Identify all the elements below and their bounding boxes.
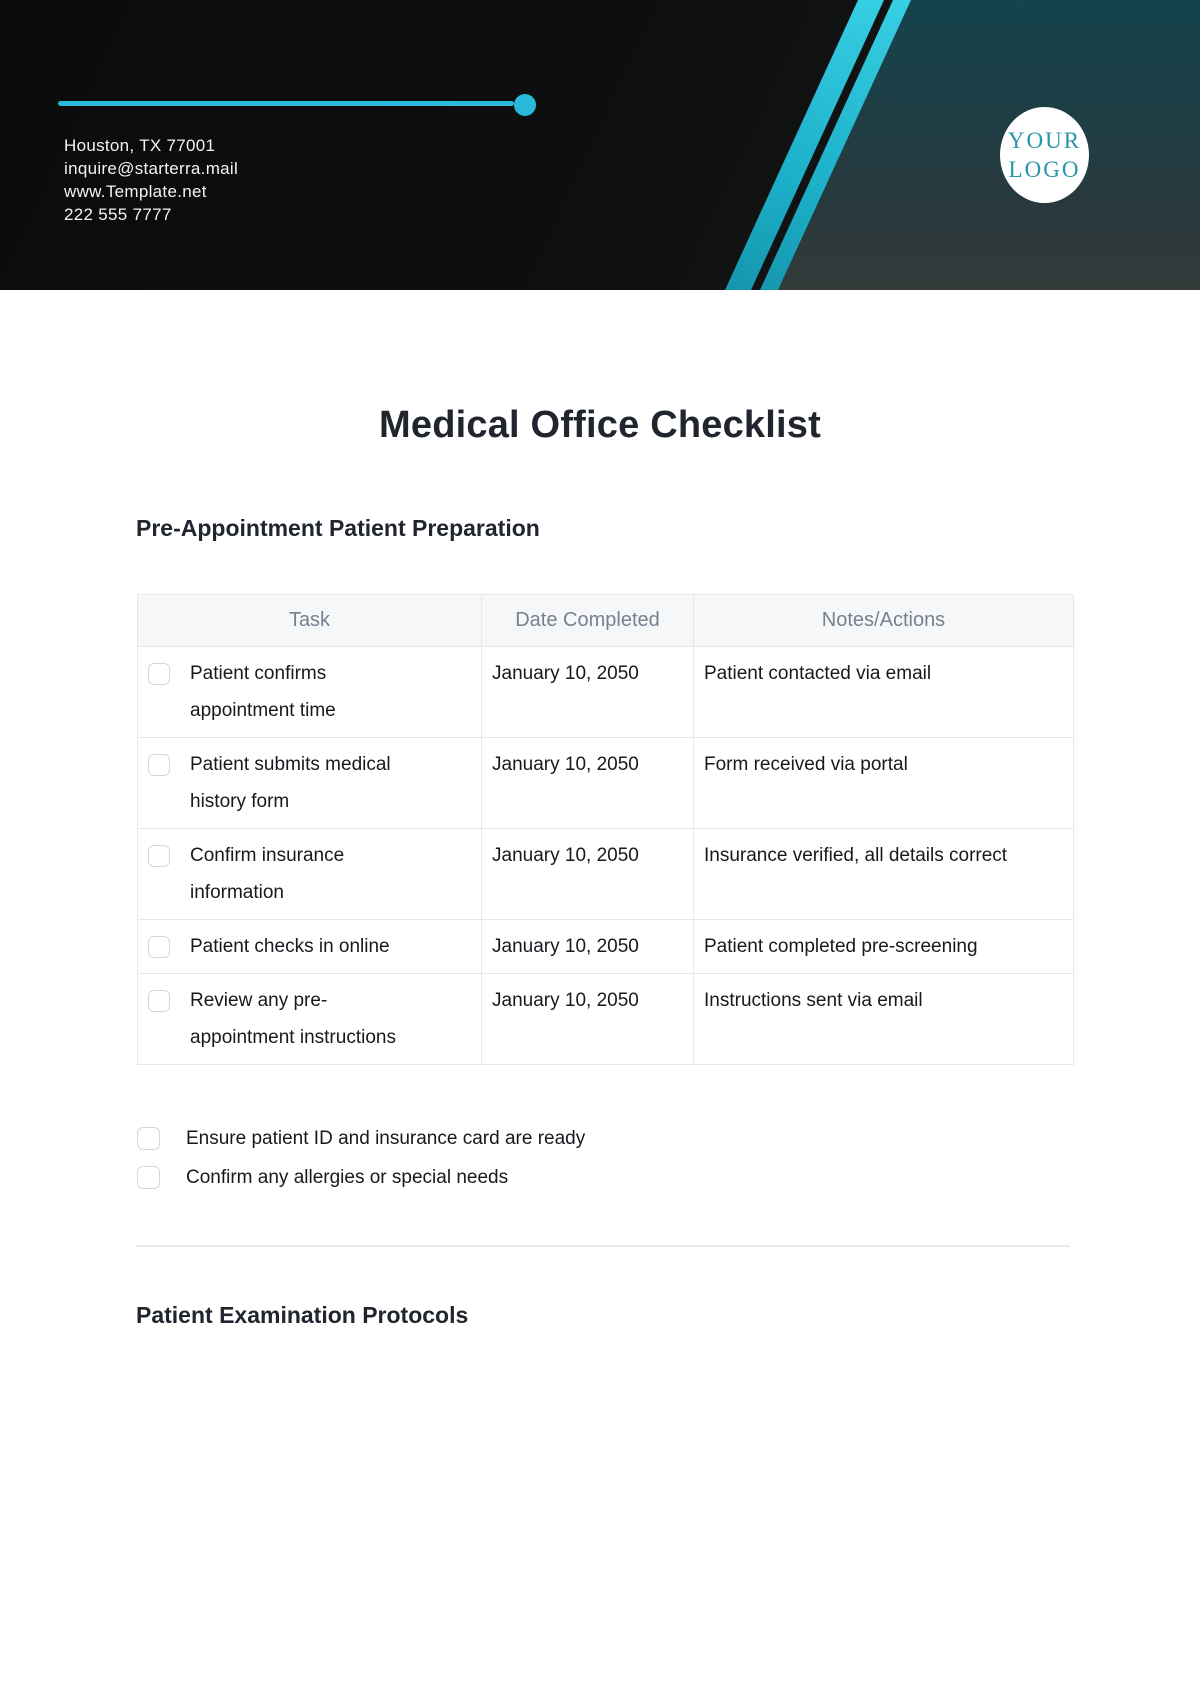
column-header-notes-actions: Notes/Actions xyxy=(694,595,1074,647)
contact-website: www.Template.net xyxy=(64,182,207,201)
list-item xyxy=(137,1119,1200,1158)
task-cell xyxy=(138,738,482,829)
table-row xyxy=(138,974,1074,1065)
notes-label: Instructions sent via email xyxy=(704,990,923,1011)
column-header-date-completed: Date Completed xyxy=(482,595,694,647)
table-row xyxy=(138,647,1074,738)
section-heading-pre-appointment: Pre-Appointment Patient Preparation xyxy=(136,515,540,541)
standalone-checklist xyxy=(137,1119,1200,1197)
contact-block xyxy=(64,134,238,226)
contact-address: Houston, TX 77001 xyxy=(64,136,216,155)
column-header-task: Task xyxy=(138,595,482,647)
task-cell xyxy=(138,829,482,920)
task-cell xyxy=(138,920,482,974)
accent-dot xyxy=(514,94,536,116)
notes-label: Insurance verified, all details correct xyxy=(704,845,1008,866)
date-cell: January 10, 2050 xyxy=(482,920,694,974)
task-cell xyxy=(138,974,482,1065)
task-label: Review any pre-appointment instructions xyxy=(190,990,396,1048)
task-label: Patient confirms appointment time xyxy=(190,663,336,721)
accent-line xyxy=(58,101,514,106)
date-cell: January 10, 2050 xyxy=(482,974,694,1065)
contact-email: inquire@starterra.mail xyxy=(64,159,239,178)
section-heading-patient-examination: Patient Examination Protocols xyxy=(136,1302,469,1328)
section-divider xyxy=(136,1245,1070,1247)
task-cell xyxy=(138,647,482,738)
notes-cell xyxy=(694,647,1074,738)
logo-text-line1: YOUR xyxy=(1007,128,1082,153)
date-cell: January 10, 2050 xyxy=(482,738,694,829)
notes-cell xyxy=(694,829,1074,920)
table-header-row xyxy=(138,595,1074,647)
checklist-item-label: Ensure patient ID and insurance card are ready xyxy=(186,1127,586,1149)
notes-cell xyxy=(694,738,1074,829)
page-title: Medical Office Checklist xyxy=(379,404,821,446)
checkbox[interactable] xyxy=(137,1127,160,1150)
date-cell: January 10, 2050 xyxy=(482,647,694,738)
table-row xyxy=(138,738,1074,829)
task-label: Patient checks in online xyxy=(190,936,390,957)
page-header xyxy=(0,0,1200,290)
checkbox[interactable] xyxy=(148,845,170,867)
list-item xyxy=(137,1158,1200,1197)
notes-cell xyxy=(694,974,1074,1065)
task-label: Confirm insurance information xyxy=(190,845,345,903)
checklist-item-label: Confirm any allergies or special needs xyxy=(186,1166,509,1188)
contact-phone: 222 555 7777 xyxy=(64,205,172,224)
checkbox[interactable] xyxy=(148,936,170,958)
checkbox[interactable] xyxy=(148,990,170,1012)
notes-label: Patient completed pre-screening xyxy=(704,936,978,957)
table-row xyxy=(138,829,1074,920)
notes-label: Form received via portal xyxy=(704,754,908,775)
table-row xyxy=(138,920,1074,974)
date-cell: January 10, 2050 xyxy=(482,829,694,920)
checkbox[interactable] xyxy=(148,663,170,685)
task-label: Patient submits medical history form xyxy=(190,754,391,812)
checkbox[interactable] xyxy=(148,754,170,776)
checkbox[interactable] xyxy=(137,1166,160,1189)
logo xyxy=(1000,107,1089,203)
logo-text-line2: LOGO xyxy=(1008,157,1081,182)
pre-appointment-table xyxy=(137,594,1074,1065)
notes-cell xyxy=(694,920,1074,974)
notes-label: Patient contacted via email xyxy=(704,663,932,684)
